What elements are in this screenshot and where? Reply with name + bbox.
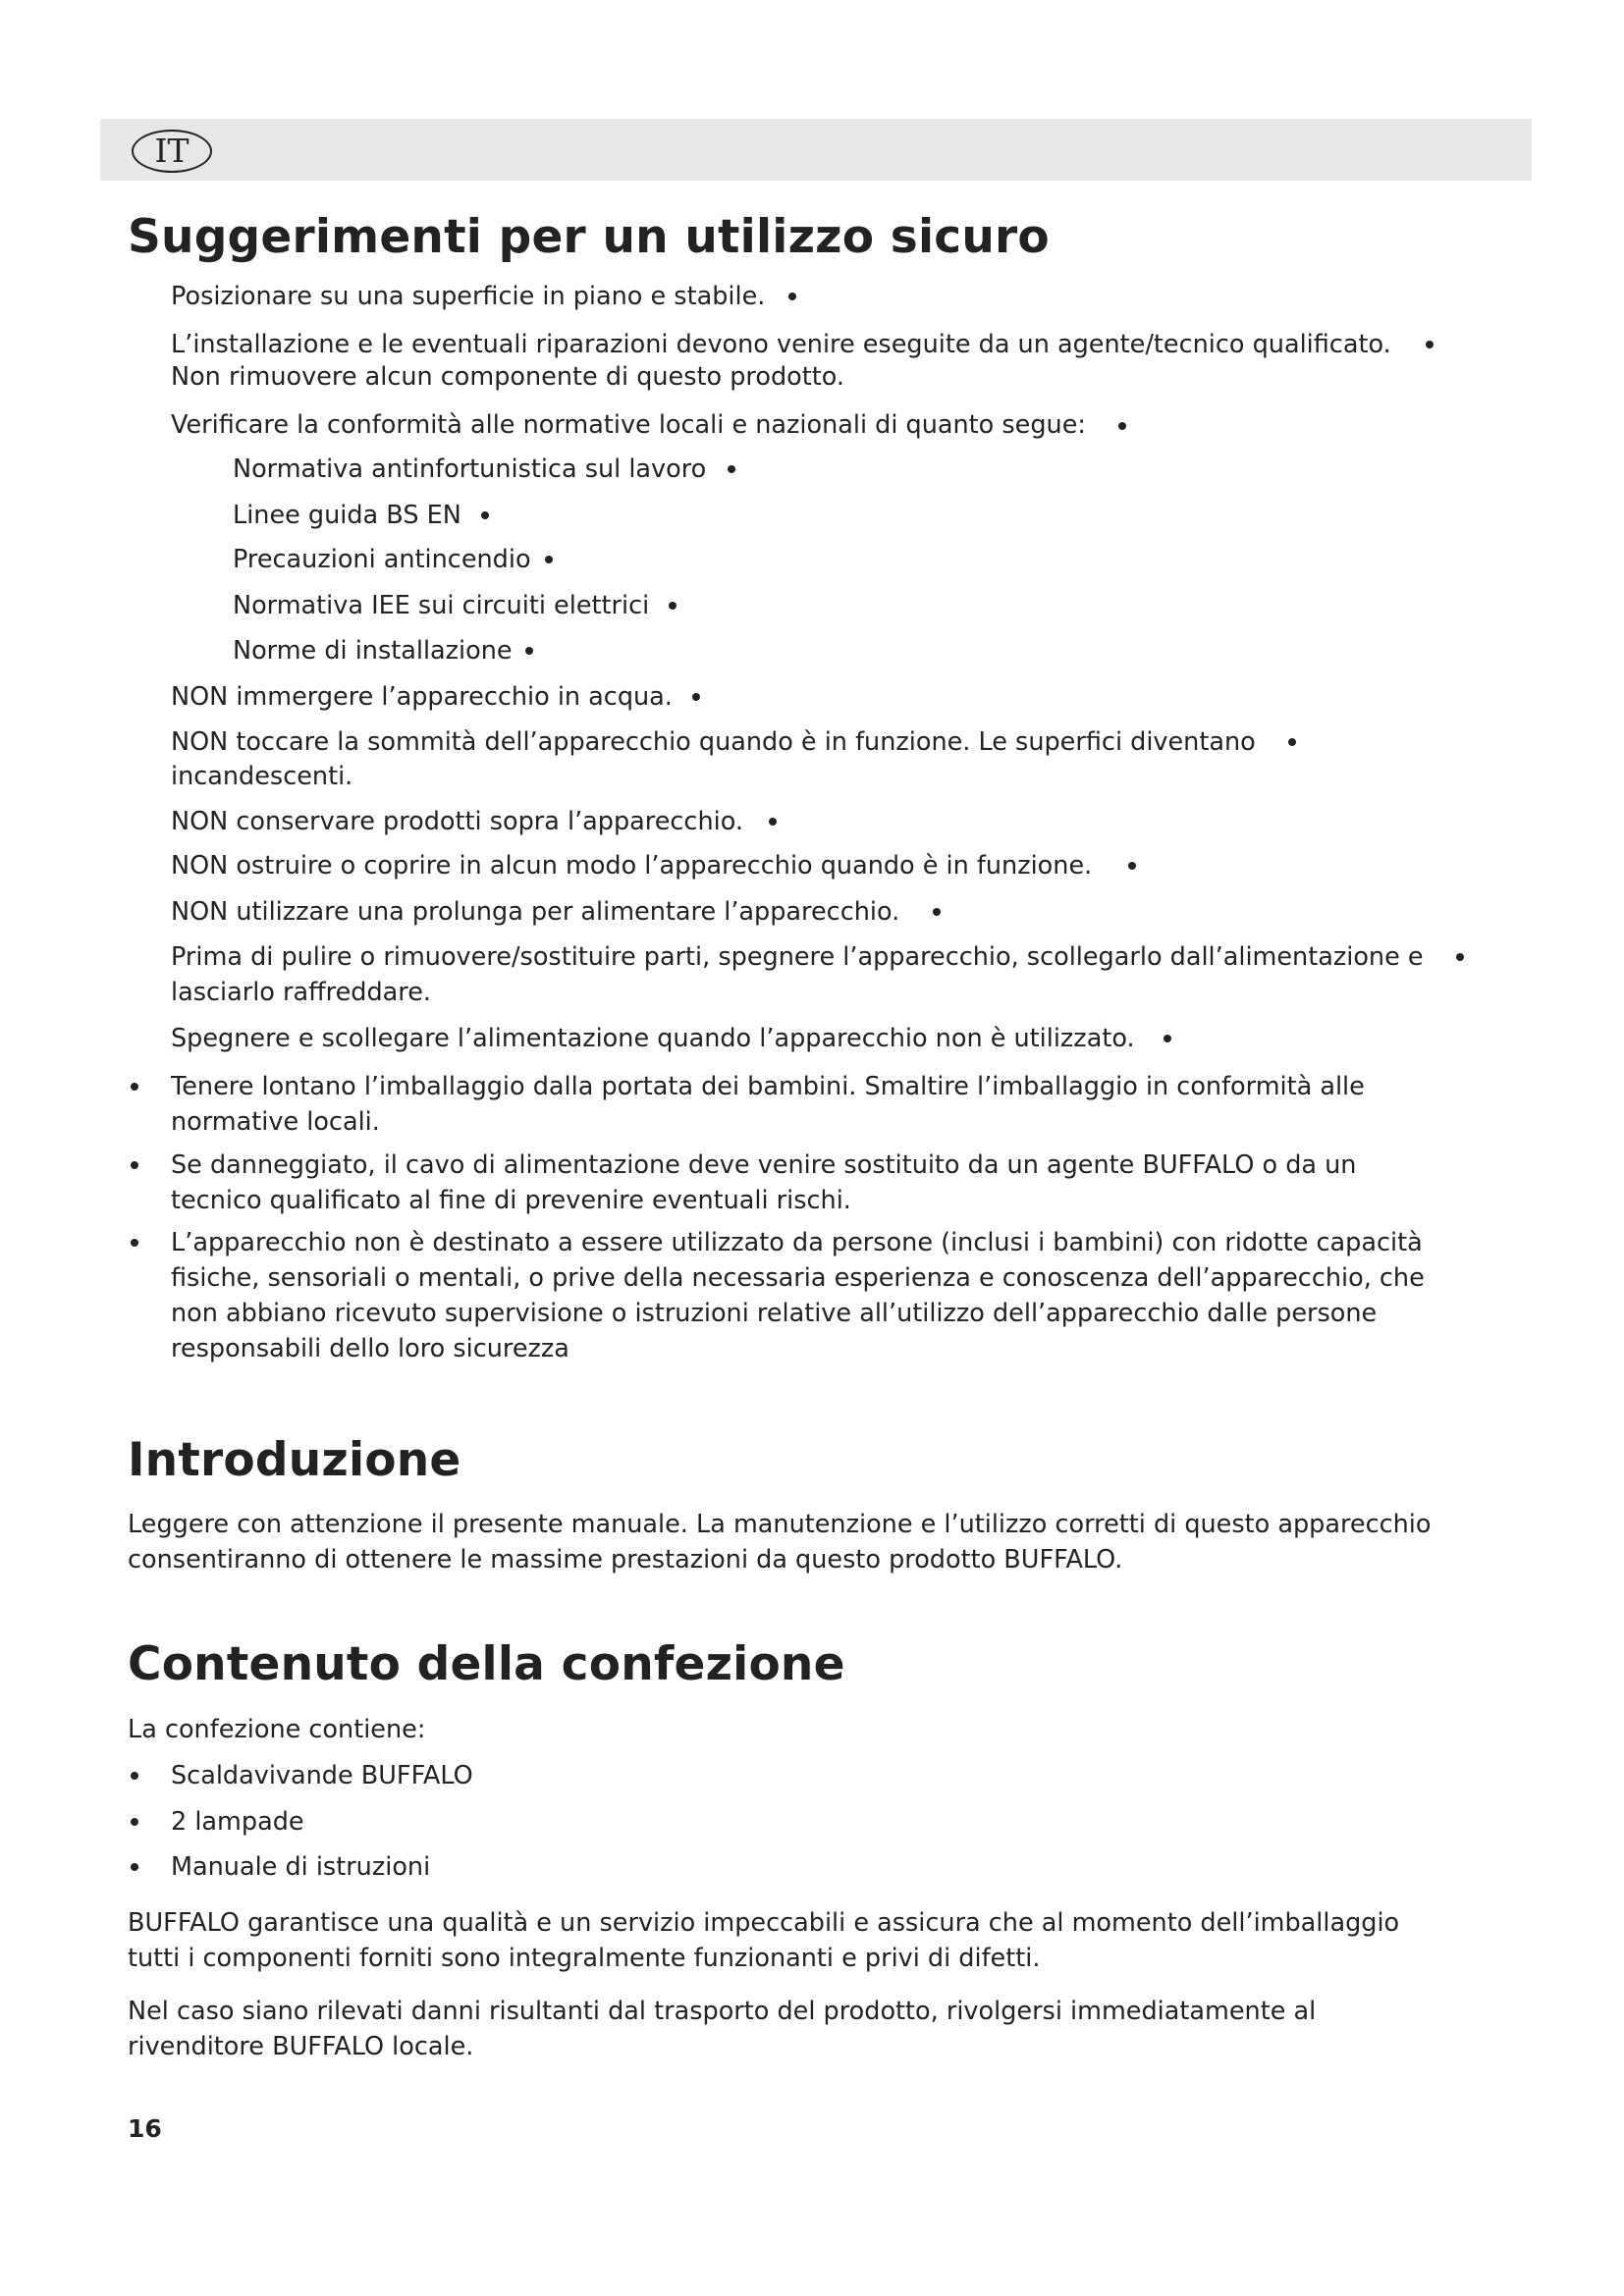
bullet-icon <box>728 465 735 473</box>
safety-bullet: Se danneggiato, il cavo di alimentazione deve venire sostituito da un agente BUFFALO o da un tecnico qualificato al fine di prevenire eventuali rischi. <box>171 1150 1357 1215</box>
intro-title: Introduzione <box>128 1433 461 1487</box>
safety-subitem: Normativa IEE sui circuiti elettrici <box>233 591 650 620</box>
safety-item: Prima di pulire o rimuovere/sostituire parti, spegnere l’apparecchio, scollegarlo dall’alimentazione e <box>171 942 1424 972</box>
safety-bullet: L’apparecchio non è destinato a essere utilizzato da persone (inclusi i bambini) con ridotte capacità fisiche, sensoriali o mentali, o prive della necessaria esperienza e conoscenza dell’apparecchio, che non abbiano ricevuto supervisione o istruzioni relative all’utilizzo dell’apparecchio dalle persone responsabili dello loro sicurezza <box>171 1228 1425 1363</box>
bullet-icon <box>131 1239 138 1247</box>
bullet-icon <box>769 818 777 826</box>
bullet-icon <box>788 293 796 300</box>
safety-subitem: Normativa antinfortunistica sul lavoro <box>233 454 707 484</box>
bullet-icon <box>933 908 941 916</box>
safety-item: NON utilizzare una prolunga per alimentare l’apparecchio. <box>171 897 900 927</box>
bullet-icon <box>1128 862 1136 870</box>
page-number: 16 <box>128 2114 162 2143</box>
safety-item: Posizionare su una superficie in piano e stabile. <box>171 282 766 311</box>
safety-item: Non rimuovere alcun componente di questo prodotto. <box>171 362 844 392</box>
safety-subitem: Norme di installazione <box>233 636 513 666</box>
safety-item: lasciarlo raffreddare. <box>171 978 432 1007</box>
bullet-icon <box>131 1863 138 1871</box>
bullet-icon <box>525 647 533 655</box>
safety-item: incandescenti. <box>171 762 353 791</box>
bullet-icon <box>131 1161 138 1169</box>
bullet-icon <box>1426 341 1434 348</box>
contents-paragraph: BUFFALO garantisce una qualità e un servizio impeccabili e assicura che al momento dell’imballaggio tutti i componenti forniti sono integralmente funzionanti e privi di difetti. <box>128 1908 1400 1973</box>
bullet-icon <box>131 1083 138 1091</box>
bullet-icon <box>131 1772 138 1780</box>
safety-item: Spegnere e scollegare l’alimentazione quando l’apparecchio non è utilizzato. <box>171 1024 1135 1053</box>
safety-item: NON ostruire o coprire in alcun modo l’apparecchio quando è in funzione. <box>171 851 1093 881</box>
contents-lead: La confezione contiene: <box>128 1715 426 1744</box>
contents-paragraph: Nel caso siano rilevati danni risultanti dal trasporto del prodotto, rivolgersi immediatamente al rivenditore BUFFALO locale. <box>128 1997 1317 2061</box>
contents-item: Scaldavivande BUFFALO <box>171 1761 473 1790</box>
intro-text: Leggere con attenzione il presente manuale. La manutenzione e l’utilizzo corretti di questo apparecchio consentiranno di ottenere le massime prestazioni da questo prodotto BUFFALO. <box>128 1510 1432 1575</box>
safety-item: Verificare la conformità alle normative locali e nazionali di quanto segue: <box>171 410 1086 440</box>
bullet-icon <box>1288 738 1296 746</box>
bullet-icon <box>545 556 553 563</box>
contents-item: Manuale di istruzioni <box>171 1852 431 1882</box>
language-badge: IT <box>132 130 212 173</box>
bullet-icon <box>131 1818 138 1826</box>
bullet-icon <box>1164 1035 1171 1042</box>
safety-title: Suggerimenti per un utilizzo sicuro <box>128 210 1050 264</box>
language-header-bar <box>100 119 1532 181</box>
safety-subitem: Precauzioni antincendio <box>233 545 531 574</box>
bullet-icon <box>1118 422 1126 430</box>
safety-item: NON toccare la sommità dell’apparecchio quando è in funzione. Le superfici diventano <box>171 727 1256 757</box>
safety-subitem: Linee guida BS EN <box>233 501 461 530</box>
contents-title: Contenuto della confezione <box>128 1637 845 1691</box>
bullet-icon <box>481 511 489 519</box>
bullet-icon <box>1456 953 1464 961</box>
safety-item: L’installazione e le eventuali riparazioni devono venire eseguite da un agente/tecnico qualificato. <box>171 330 1391 359</box>
safety-bullet: Tenere lontano l’imballaggio dalla portata dei bambini. Smaltire l’imballaggio in conformità alle normative locali. <box>171 1072 1365 1137</box>
safety-item: NON immergere l’apparecchio in acqua. <box>171 682 673 712</box>
bullet-icon <box>692 693 700 701</box>
safety-item: NON conservare prodotti sopra l’apparecchio. <box>171 807 743 836</box>
bullet-icon <box>669 602 677 610</box>
contents-item: 2 lampade <box>171 1807 304 1837</box>
